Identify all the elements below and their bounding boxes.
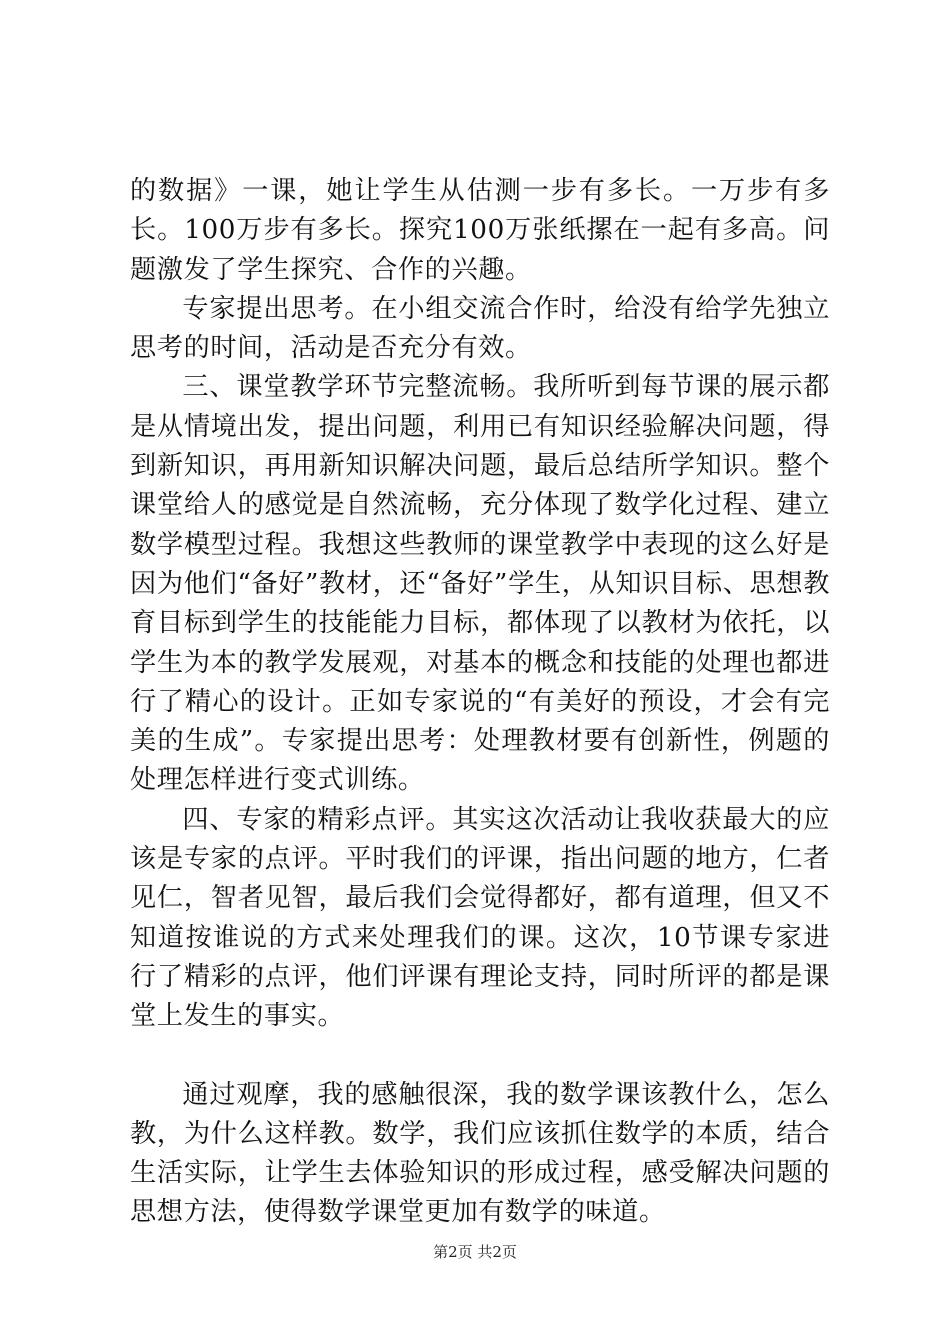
page-number-label: 第2页 共2页 xyxy=(433,1243,517,1261)
page-footer xyxy=(0,1242,950,1262)
document-body xyxy=(130,172,830,1233)
paragraph-conclusion: 通过观摩，我的感触很深，我的数学课该教什么，怎么教，为什么这样教。数学，我们应该抓住数学的本质，结合生活实际，让学生去体验知识的形成过程，感受解决问题的思想方法，使得数学课堂更加有数学的味道。 xyxy=(130,1079,830,1228)
paragraph-section-four: 四、专家的精彩点评。其实这次活动让我收获最大的应该是专家的点评。平时我们的评课，指出问题的地方，仁者见仁，智者见智，最后我们会觉得都好，都有道理，但又不知道按谁说的方式来处理我们的课。这次，10节课专家进行了精彩的点评，他们评课有理论支持，同时所评的都是课堂上发生的事实。 xyxy=(130,804,830,1032)
paragraph-continuation: 的数据》一课，她让学生从估测一步有多长。一万步有多长。100万步有多长。探究100万张纸摞在一起有多高。问题激发了学生探究、合作的兴趣。 xyxy=(130,176,830,285)
paragraph-expert-reflection: 专家提出思考。在小组交流合作时，给没有给学先独立思考的时间，活动是否充分有效。 xyxy=(130,293,830,364)
paragraph-section-three: 三、课堂教学环节完整流畅。我所听到每节课的展示都是从情境出发，提出问题，利用已有知识经验解决问题，得到新知识，再用新知识解决问题，最后总结所学知识。整个课堂给人的感觉是自然流畅，充分体现了数学化过程、建立数学模型过程。我想这些教师的课堂教学中表现的这么好是因为他们“备好”教材，还“备好”学生，从知识目标、思想教育目标到学生的技能能力目标，都体现了以教材为依托，以学生为本的教学发展观，对基本的概念和技能的处理也都进行了精心的设计。正如专家说的“有美好的预设，才会有完美的生成”。专家提出思考：处理教材要有创新性，例题的处理怎样进行变式训练。 xyxy=(130,372,830,796)
